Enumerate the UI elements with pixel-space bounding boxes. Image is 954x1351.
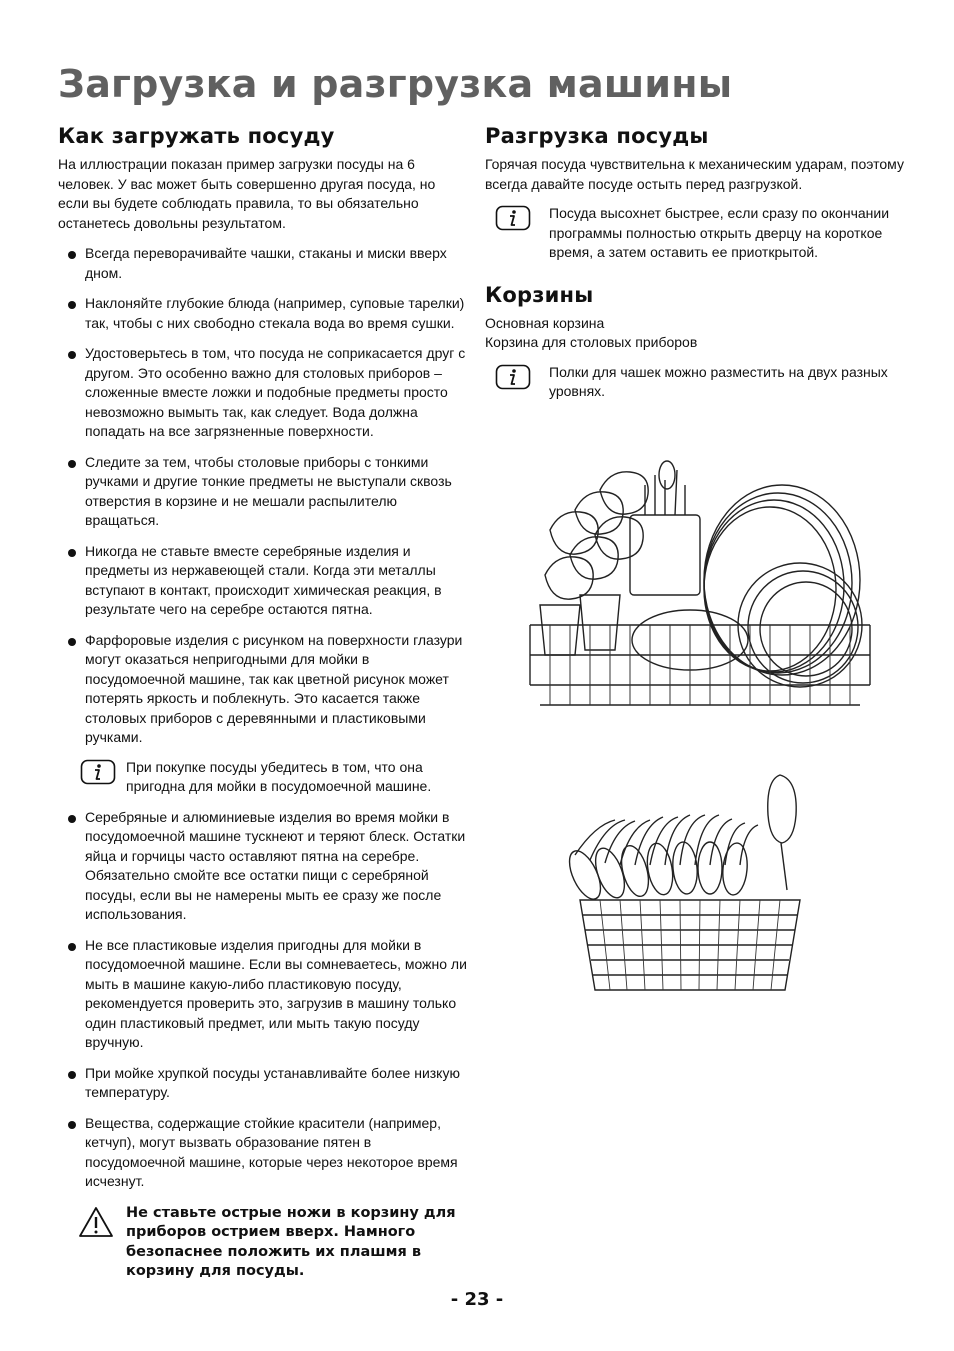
bullet-icon <box>68 943 76 951</box>
info-icon <box>495 364 531 396</box>
loading-rules-list <box>58 244 468 748</box>
warning-note: Не ставьте острые ножи в корзину для приборов острием вверх. Намного безопаснее положить их плашмя в корзину для посуды. <box>58 1204 468 1282</box>
list-item: Фарфоровые изделия с рисунком на поверхности глазури могут оказаться непригодными для мойки в посудомоечной машине, так как цветной рисунок может потерять яркость и поблекнуть. Это касается также столовых приборов с деревянными и пластиковыми ручками. <box>58 631 468 748</box>
bullet-icon <box>68 1121 76 1129</box>
warning-icon <box>78 1206 114 1245</box>
bullet-icon <box>68 1071 76 1079</box>
info-note-shelves: Полки для чашек можно разместить на двух разных уровнях. <box>485 363 905 402</box>
page-title: Загрузка и разгрузка машины <box>58 62 733 106</box>
list-item: Всегда переворачивайте чашки, стаканы и миски вверх дном. <box>58 244 468 283</box>
bullet-icon <box>68 638 76 646</box>
list-item: Вещества, содержащие стойкие красители (например, кетчуп), могут вызвать образование пятен в посудомоечной машине, которые через некоторое время исчезнут. <box>58 1114 468 1192</box>
list-item: Серебряные и алюминиевые изделия во время мойки в посудомоечной машине тускнеют и теряют блеск. Остатки яйца и горчицы часто оставляют пятна на серебре. Обязательно смойте все остатки пищи с серебряной посуды, если вы не намерены мыть ее сразу же после использования. <box>58 808 468 925</box>
cutlery-basket-illustration <box>565 765 815 995</box>
page-number: - 23 - <box>450 1289 504 1310</box>
loading-heading: Как загружать посуду <box>58 124 335 148</box>
list-item: Следите за тем, чтобы столовые приборы с тонкими ручками и другие тонкие предметы не выступали сквозь отверстия в корзине и не мешали распылителю вращаться. <box>58 453 468 531</box>
bullet-icon <box>68 351 76 359</box>
unloading-heading: Разгрузка посуды <box>485 124 709 148</box>
left-column <box>58 124 468 1282</box>
list-item: Не все пластиковые изделия пригодны для мойки в посудомоечной машине. Если вы сомневаетесь, можно ли мыть в машине какую-либо пластиковую посуду, рекомендуется проверить это, загрузив в машину только один пластиковый предмет, или мыть такую посуду вручную. <box>58 936 468 1053</box>
list-item: Наклоняйте глубокие блюда (например, суповые тарелки) так, чтобы с них свободно стекала вода во время сушки. <box>58 294 468 333</box>
list-item: Никогда не ставьте вместе серебряные изделия и предметы из нержавеющей стали. Когда эти металлы вступают в контакт, происходит химическая реакция, в результате чего на серебре остаются пятна. <box>58 542 468 620</box>
baskets-heading: Корзины <box>485 282 594 307</box>
baskets-line-main: Основная корзина <box>485 314 605 331</box>
info-note-purchase: При покупке посуды убедитесь в том, что она пригодна для мойки в посудомоечной машине. <box>58 758 468 797</box>
bullet-icon <box>68 301 76 309</box>
right-column <box>485 124 905 402</box>
main-basket-illustration <box>520 455 880 720</box>
loading-intro: На иллюстрации показан пример загрузки посуды на 6 человек. У вас может быть совершенно другая посуда, но если вы будете соблюдать правила, то вы обязательно останетесь довольны результатом. <box>58 156 436 231</box>
info-icon <box>495 205 531 237</box>
list-item: Удостоверьтесь в том, что посуда не соприкасается друг с другом. Это особенно важно для столовых приборов – сложенные вместе ложки и подобные предметы просто невозможно вымыть так, как следует. Вода должна попадать на все загрязненные поверхности. <box>58 344 468 442</box>
baskets-line-cutlery: Корзина для столовых приборов <box>485 334 698 350</box>
bullet-icon <box>68 815 76 823</box>
unloading-intro: Горячая посуда чувствительна к механическим ударам, поэтому всегда давайте посуде остыть перед разгрузкой. <box>485 156 904 192</box>
bullet-icon <box>68 251 76 259</box>
bullet-icon <box>68 460 76 468</box>
info-icon <box>80 759 116 791</box>
info-note-drying: Посуда высохнет быстрее, если сразу по окончании программы полностью открыть дверцу на короткое время, а затем оставить ее приоткрытой. <box>485 204 905 263</box>
list-item: При мойке хрупкой посуды устанавливайте более низкую температуру. <box>58 1064 468 1103</box>
bullet-icon <box>68 549 76 557</box>
care-rules-list <box>58 808 468 1192</box>
